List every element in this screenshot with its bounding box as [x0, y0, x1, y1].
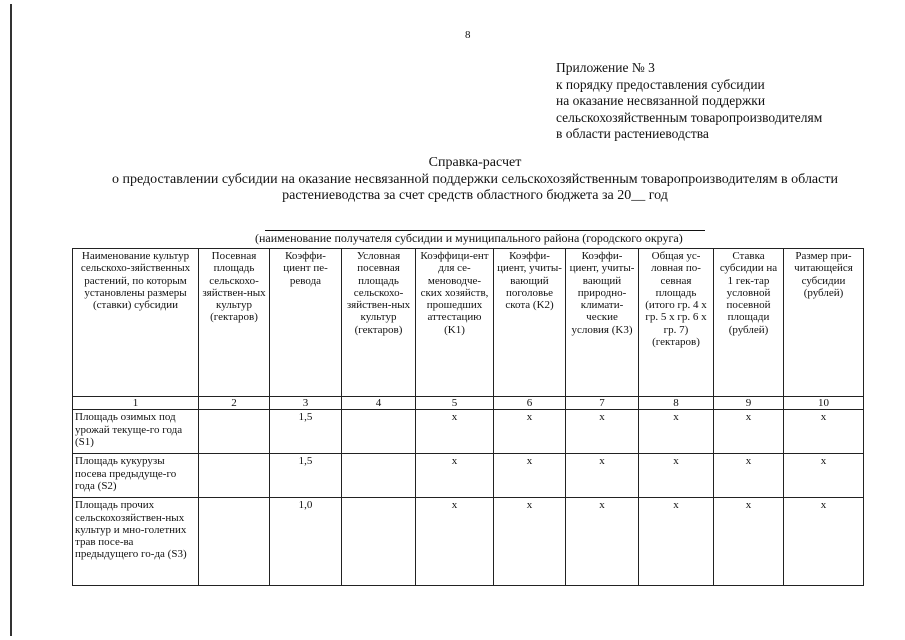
page-edge-rule [10, 4, 12, 636]
table-cell [199, 454, 270, 498]
header-cell: Размер при-читающейся субсидии (рублей) [784, 249, 864, 397]
table-cell [342, 498, 416, 586]
table-cell: x [784, 498, 864, 586]
table-cell: x [566, 410, 639, 454]
column-number: 6 [494, 397, 566, 410]
row-label: Площадь кукурузы посева предыдуще-го года (S2) [73, 454, 199, 498]
header-cell: Общая ус-ловная по-севная площадь (итого гр. 4 х гр. 5 х гр. 6 х гр. 7) (гектаров) [639, 249, 714, 397]
title-line: о предоставлении субсидии на оказание несвязанной поддержки сельскохозяйственным товаропроизводителям в области [112, 171, 838, 187]
table-cell: x [416, 410, 494, 454]
title-line: растениеводства за счет средств областного бюджета за 20__ год [282, 188, 668, 203]
subsidy-table [72, 248, 864, 586]
appendix-line: на оказание несвязанной поддержки [556, 93, 766, 109]
column-number: 5 [416, 397, 494, 410]
table-cell: 1,0 [270, 498, 342, 586]
table-cell: x [714, 498, 784, 586]
column-number: 7 [566, 397, 639, 410]
table-cell: x [714, 454, 784, 498]
column-number: 10 [784, 397, 864, 410]
table-cell: x [566, 454, 639, 498]
appendix-line: к порядку предоставления субсидии [556, 76, 765, 92]
column-number: 8 [639, 397, 714, 410]
table-cell [199, 498, 270, 586]
table-cell: x [416, 498, 494, 586]
recipient-caption: (наименование получателя субсидии и муниципального района (городского округа) [255, 231, 683, 245]
row-label: Площадь прочих сельскохозяйствен-ных культур и мно-голетних трав посе-ва предыдущего го-да (S3) [73, 498, 199, 586]
table-cell: x [639, 498, 714, 586]
table-row [73, 410, 864, 454]
table-cell: x [494, 498, 566, 586]
table-cell [342, 410, 416, 454]
column-number: 2 [199, 397, 270, 410]
table-cell: 1,5 [270, 410, 342, 454]
table-cell [199, 410, 270, 454]
column-number: 9 [714, 397, 784, 410]
header-cell: Ставка субсидии на 1 гек-тар условной посевной площади (рублей) [714, 249, 784, 397]
header-cell: Коэффици-ент для се-меноводче-ских хозяйств, прошедших аттестацию (K1) [416, 249, 494, 397]
header-cell: Коэффи-циент, учиты-вающий природно-климати-ческие условия (K3) [566, 249, 639, 397]
column-number: 3 [270, 397, 342, 410]
table-cell: x [639, 410, 714, 454]
title-line: Справка-расчет [428, 155, 522, 170]
column-number-row [73, 397, 864, 410]
table-cell: x [494, 454, 566, 498]
appendix-line: Приложение № 3 [556, 60, 655, 75]
table-cell: x [784, 410, 864, 454]
table-cell: x [639, 454, 714, 498]
column-number: 4 [342, 397, 416, 410]
table-header-row [73, 249, 864, 397]
table-cell: x [494, 410, 566, 454]
appendix-block [556, 60, 822, 143]
table-cell [342, 454, 416, 498]
table-cell: x [416, 454, 494, 498]
header-cell: Коэффи-циент, учиты-вающий поголовье скота (K2) [494, 249, 566, 397]
document-title [60, 155, 890, 205]
header-cell: Коэффи-циент пе-ревода [270, 249, 342, 397]
header-cell: Наименование культур сельскохо-зяйственных растений, по которым установлены размеры (ставки) субсидии [73, 249, 199, 397]
table-row [73, 498, 864, 586]
header-cell: Посевная площадь сельскохо-зяйствен-ных культур (гектаров) [199, 249, 270, 397]
table-cell: x [784, 454, 864, 498]
table-cell: x [566, 498, 639, 586]
table-cell: x [714, 410, 784, 454]
page-number: 8 [465, 29, 471, 41]
column-number: 1 [73, 397, 199, 410]
row-label: Площадь озимых под урожай текуще-го года (S1) [73, 410, 199, 454]
appendix-line: сельскохозяйственным товаропроизводителям [556, 109, 823, 125]
table-cell: 1,5 [270, 454, 342, 498]
header-cell: Условная посевная площадь сельскохо-зяйствен-ных культур (гектаров) [342, 249, 416, 397]
table-row [73, 454, 864, 498]
appendix-line: в области растениеводства [556, 126, 709, 142]
